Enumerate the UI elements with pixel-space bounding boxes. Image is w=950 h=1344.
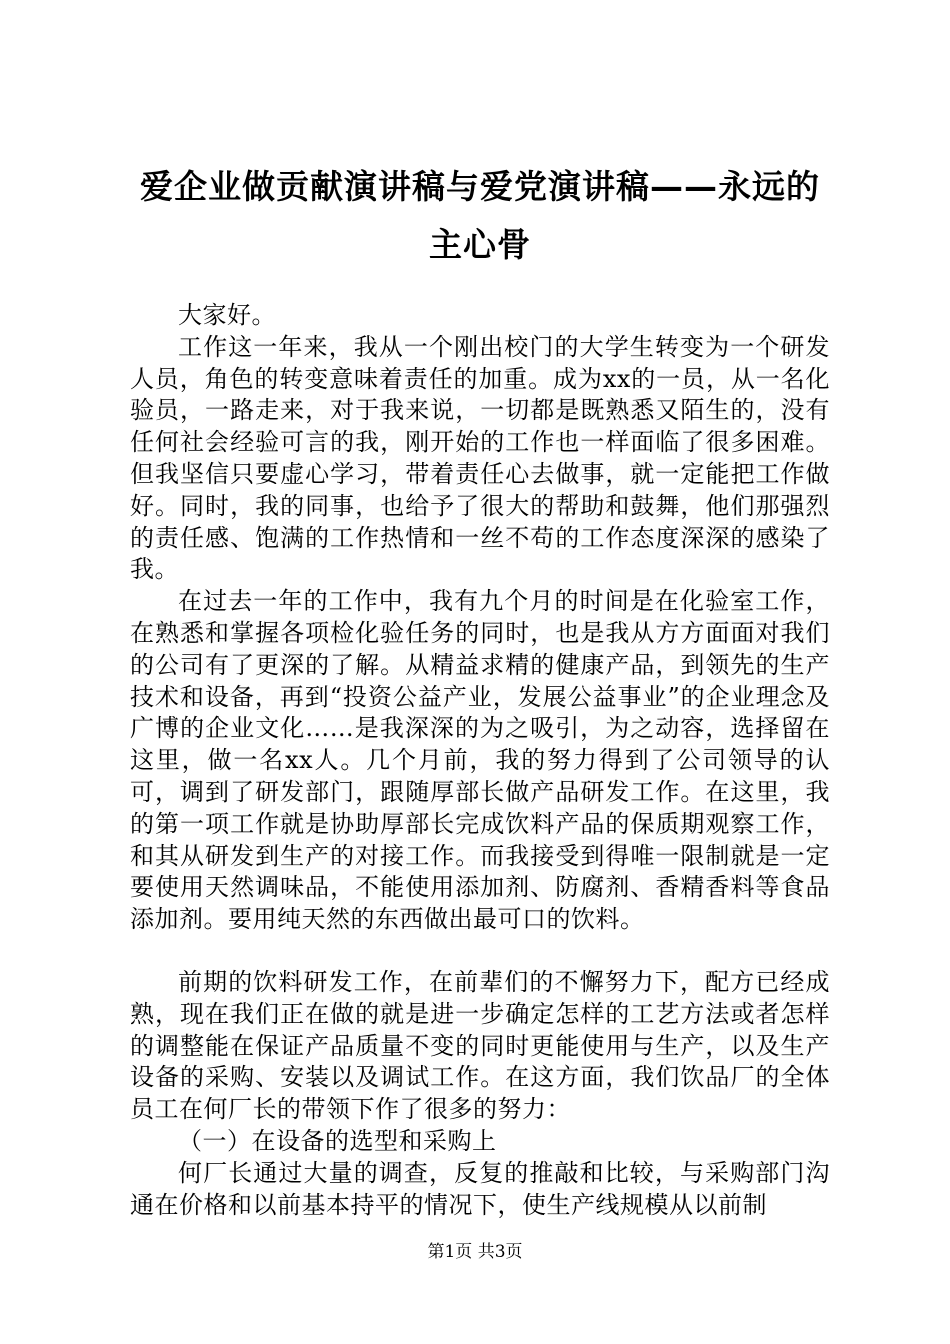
- document-title: [120, 158, 840, 274]
- paragraph-gap: [130, 936, 830, 967]
- title-line-1: 爱企业做贡献演讲稿与爱党演讲稿——永远的: [140, 167, 820, 206]
- paragraph-4: 何厂长通过大量的调查，反复的推敲和比较，与采购部门沟通在价格和以前基本持平的情况下，使生产线规模从以前制: [130, 1158, 830, 1219]
- section-heading: （一）在设备的选型和采购上: [178, 1126, 497, 1155]
- paragraph-3: 前期的饮料研发工作，在前辈们的不懈努力下，配方已经成熟，现在我们正在做的就是进一步确定怎样的工艺方法或者怎样的调整能在保证产品质量不变的同时更能使用与生产，以及生产设备的采购、安装以及调试工作。在这方面，我们饮品厂的全体员工在何厂长的带领下作了很多的努力：: [130, 967, 830, 1124]
- paragraph-1: 工作这一年来，我从一个刚出校门的大学生转变为一个研发人员，角色的转变意味着责任的加重。成为xx的一员，从一名化验员，一路走来，对于我来说，一切都是既熟悉又陌生的，没有任何社会经验可言的我，刚开始的工作也一样面临了很多困难。但我坚信只要虚心学习，带着责任心去做事，就一定能把工作做好。同时，我的同事，也给予了很大的帮助和鼓舞，他们那强烈的责任感、饱满的工作热情和一丝不苟的工作态度深深的感染了我。: [130, 332, 830, 584]
- title-line-2: 主心骨: [429, 225, 531, 264]
- paragraph-greeting: 大家好。: [178, 301, 276, 329]
- paragraph-2: 在过去一年的工作中，我有九个月的时间是在化验室工作，在熟悉和掌握各项检化验任务的同时，也是我从方方面面对我们的公司有了更深的了解。从精益求精的健康产品，到领先的生产技术和设备，再到“投资公益产业，发展公益事业”的企业理念及广博的企业文化……是我深深的为之吸引，为之动容，选择留在这里，做一名xx人。几个月前，我的努力得到了公司领导的认可，调到了研发部门，跟随厚部长做产品研发工作。在这里，我的第一项工作就是协助厚部长完成饮料产品的保质期观察工作，和其从研发到生产的对接工作。而我接受到得唯一限制就是一定要使用天然调味品，不能使用添加剂、防腐剂、香精香料等食品添加剂。要用纯天然的东西做出最可口的饮料。: [130, 587, 830, 934]
- document-body: [130, 300, 830, 1221]
- page-footer: 第1页 共3页: [427, 1242, 523, 1262]
